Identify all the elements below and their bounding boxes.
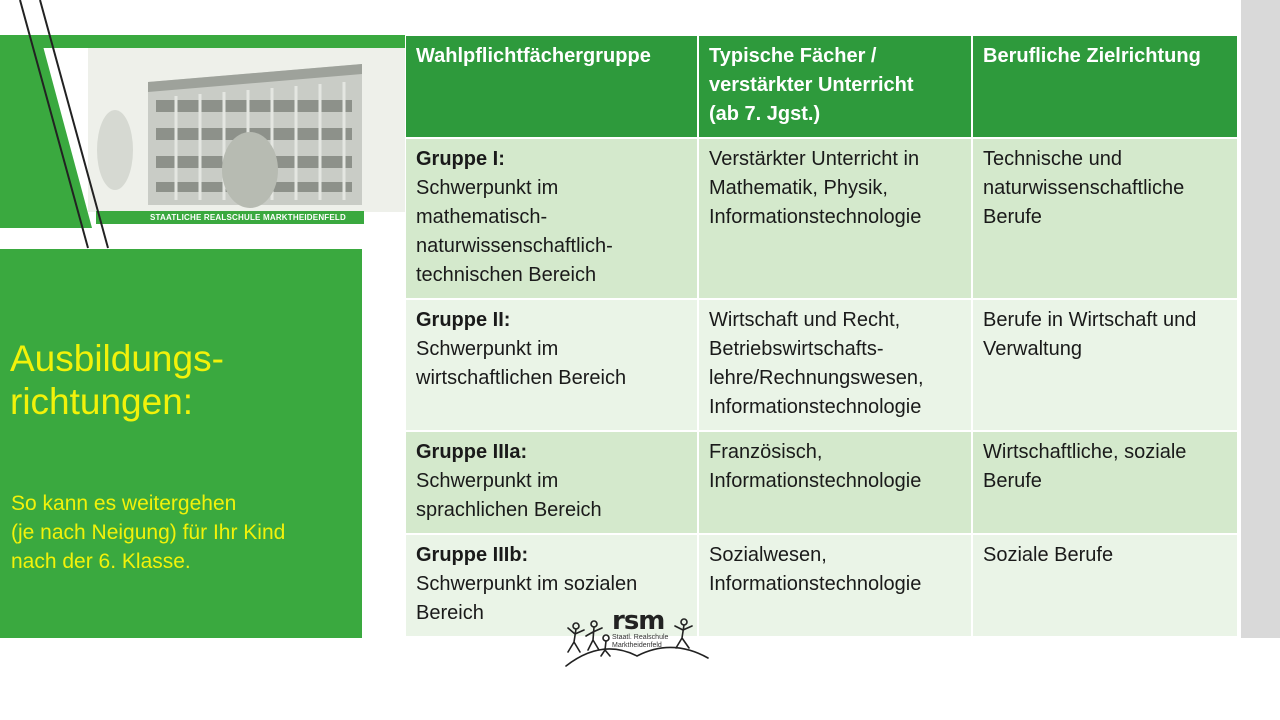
subject-line: Sozialwesen,: [709, 544, 827, 566]
career-line: Berufe: [983, 470, 1042, 492]
header-text: Typische Fächer /: [709, 45, 877, 67]
subject-line: Informationstechnologie: [709, 206, 922, 228]
photo-caption: STAATLICHE REALSCHULE MARKTHEIDENFELD: [150, 213, 346, 222]
career-line: Berufe: [983, 206, 1042, 228]
group-cell: [406, 138, 698, 299]
career-line: Technische und: [983, 148, 1122, 170]
title-panel: [0, 249, 362, 638]
subject-line: Mathematik, Physik,: [709, 177, 888, 199]
careers-cell: [972, 534, 1237, 637]
group-cell: [406, 299, 698, 431]
logo-text: rsm: [612, 606, 665, 636]
subject-line: lehre/Rechnungswesen,: [709, 367, 924, 389]
subject-line: Verstärkter Unterricht in: [709, 148, 920, 170]
title-line: Ausbildungs-: [10, 338, 224, 379]
subjects-cell: [698, 299, 972, 431]
group-desc: Schwerpunkt im: [416, 177, 559, 199]
group-name: Gruppe I:: [416, 148, 505, 170]
title-line: richtungen:: [10, 381, 194, 422]
table-header-row: [406, 36, 1237, 138]
logo-subtext-line: Staatl. Realschule: [612, 634, 669, 641]
subjects-cell: [698, 138, 972, 299]
school-photo: [0, 0, 405, 250]
subject-line: Informationstechnologie: [709, 470, 922, 492]
header-group: [406, 36, 698, 138]
subjects-cell: [698, 534, 972, 637]
group-name: Gruppe IIIb:: [416, 544, 529, 566]
group-desc: wirtschaftlichen Bereich: [416, 367, 627, 389]
page-subtitle: [11, 489, 356, 576]
group-desc: Schwerpunkt im: [416, 338, 559, 360]
subtitle-line: So kann es weitergehen: [11, 492, 237, 515]
right-edge-strip: [1241, 0, 1280, 638]
careers-cell: [972, 138, 1237, 299]
group-desc: mathematisch-: [416, 206, 548, 228]
career-line: Wirtschaftliche, soziale: [983, 441, 1187, 463]
group-desc: technischen Bereich: [416, 264, 597, 286]
header-text: (ab 7. Jgst.): [709, 103, 821, 125]
subjects-cell: [698, 431, 972, 534]
group-name: Gruppe II:: [416, 309, 511, 331]
subject-line: Französisch,: [709, 441, 823, 463]
group-desc: Bereich: [416, 602, 484, 624]
table-row: [406, 534, 1237, 637]
careers-cell: [972, 299, 1237, 431]
subject-line: Betriebswirtschafts-: [709, 338, 884, 360]
careers-cell: [972, 431, 1237, 534]
career-line: Soziale Berufe: [983, 544, 1114, 566]
header-subjects: [698, 36, 972, 138]
group-desc: Schwerpunkt im: [416, 470, 559, 492]
page-title: [10, 337, 350, 423]
group-desc: Schwerpunkt im sozialen: [416, 573, 638, 595]
group-desc: naturwissenschaftlich-: [416, 235, 613, 257]
header-text: Wahlpflichtfächergruppe: [416, 45, 651, 67]
subject-line: Wirtschaft und Recht,: [709, 309, 901, 331]
header-text: Berufliche Zielrichtung: [983, 45, 1201, 67]
subject-line: Informationstechnologie: [709, 396, 922, 418]
header-text: verstärkter Unterricht: [709, 74, 914, 96]
subject-groups-table: [406, 36, 1237, 638]
career-line: Berufe in Wirtschaft und: [983, 309, 1197, 331]
career-line: Verwaltung: [983, 338, 1082, 360]
subject-line: Informationstechnologie: [709, 573, 922, 595]
table-row: [406, 138, 1237, 299]
table-row: [406, 299, 1237, 431]
logo-subtext: [612, 634, 672, 650]
group-name: Gruppe IIIa:: [416, 441, 528, 463]
career-line: naturwissenschaftliche: [983, 177, 1185, 199]
subtitle-line: (je nach Neigung) für Ihr Kind: [11, 521, 286, 544]
group-desc: sprachlichen Bereich: [416, 499, 602, 521]
group-cell: [406, 431, 698, 534]
header-careers: [972, 36, 1237, 138]
table-row: [406, 431, 1237, 534]
subtitle-line: nach der 6. Klasse.: [11, 550, 191, 573]
logo-subtext-line: Marktheidenfeld: [612, 642, 662, 649]
